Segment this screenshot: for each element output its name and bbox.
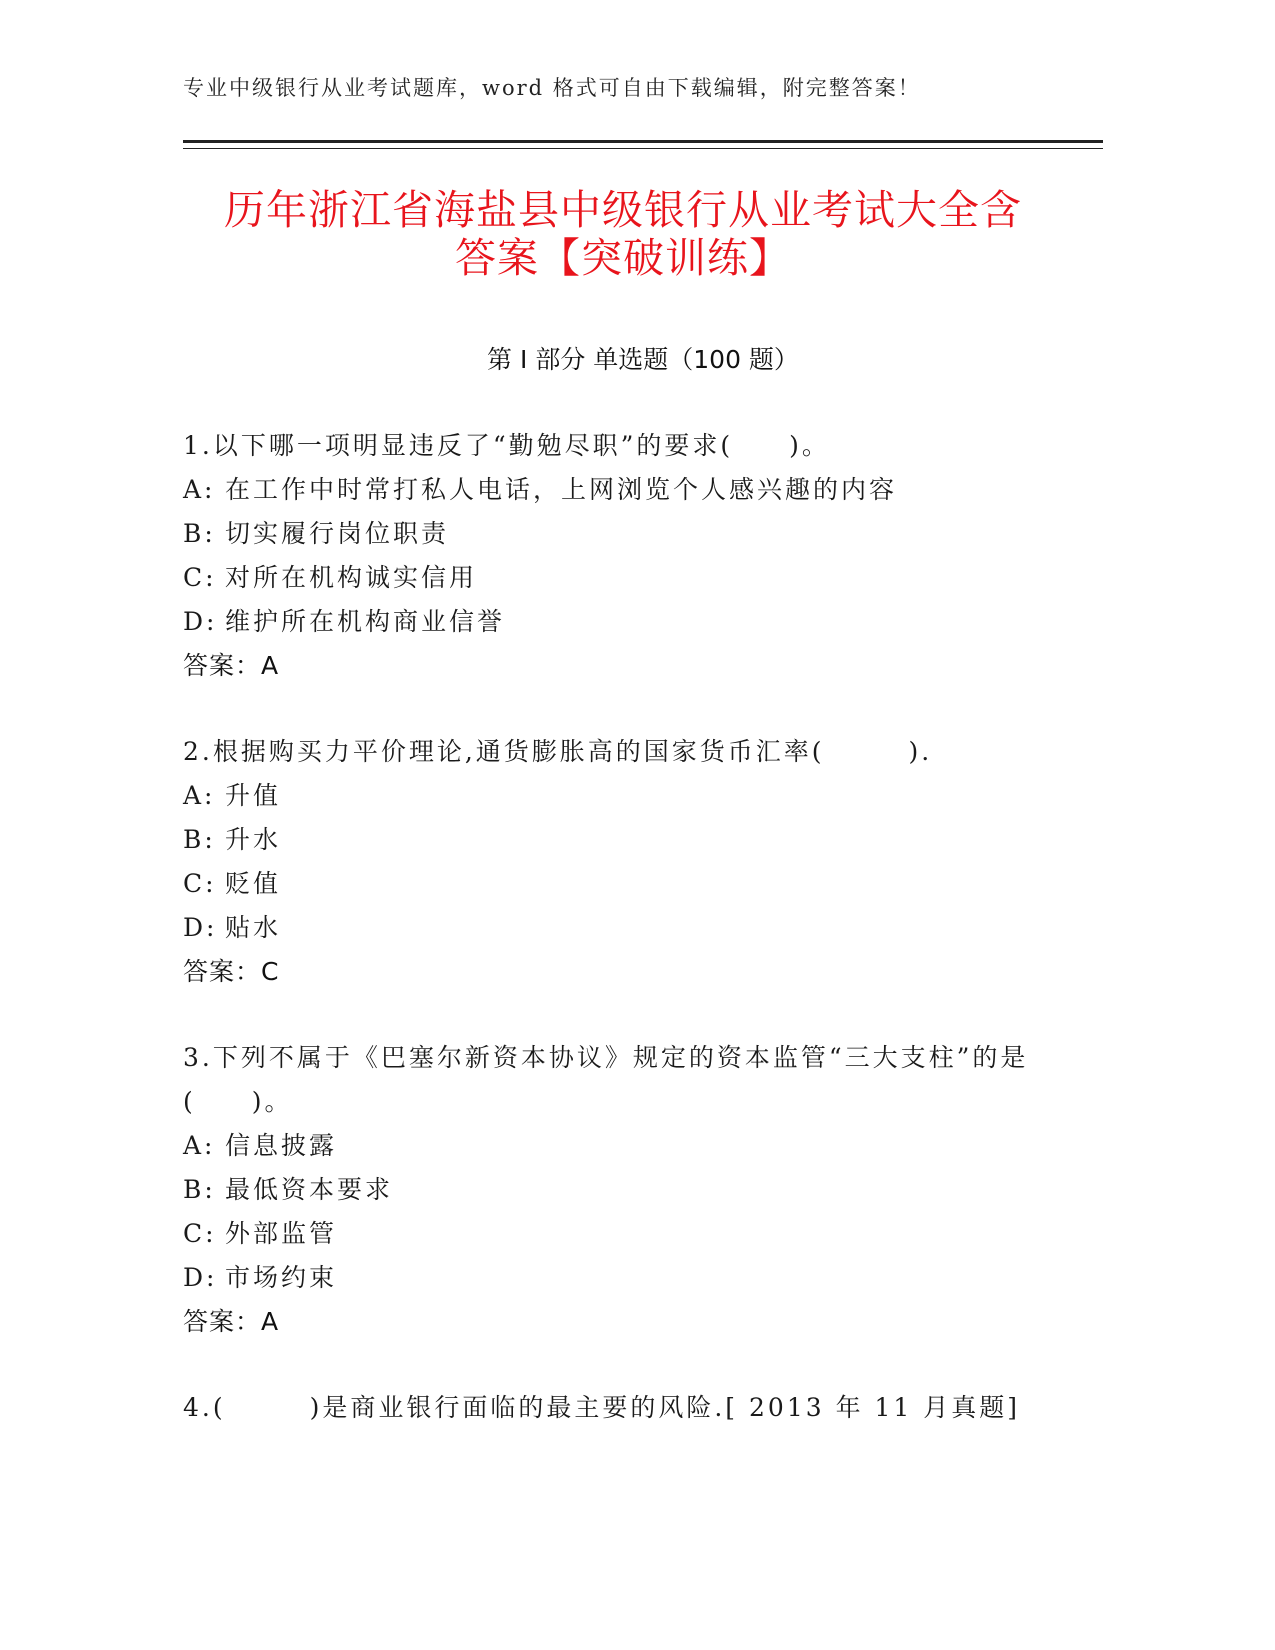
option-letter: C: (183, 1219, 217, 1248)
option-d (183, 906, 1043, 950)
question-3 (183, 1036, 1043, 1344)
option-text: 在工作中时常打私人电话，上网浏览个人感兴趣的内容 (225, 475, 898, 504)
option-letter: D: (183, 1263, 218, 1292)
option-letter: D: (183, 607, 218, 636)
option-a (183, 1124, 1043, 1168)
question-stem: 2.根据购买力平价理论,通货膨胀高的国家货币汇率( ). (183, 737, 933, 766)
section-title: 第 I 部分 单选题（100 题） (487, 345, 799, 374)
answer: 答案：A (183, 1307, 280, 1336)
document-title (183, 186, 1063, 282)
answer: 答案：C (183, 957, 280, 986)
option-a (183, 468, 1043, 512)
option-letter: B: (183, 1175, 216, 1204)
question-stem: 3.下列不属于《巴塞尔新资本协议》规定的资本监管“三大支柱”的是( )。 (183, 1043, 1029, 1116)
option-text: 最低资本要求 (225, 1175, 394, 1204)
option-letter: D: (183, 913, 218, 942)
option-letter: B: (183, 825, 216, 854)
option-text: 升值 (225, 781, 282, 810)
option-text: 对所在机构诚实信用 (225, 563, 478, 592)
question-1 (183, 424, 1043, 688)
option-letter: A: (183, 1131, 216, 1160)
option-text: 切实履行岗位职责 (225, 519, 450, 548)
option-a (183, 774, 1043, 818)
header-rule-thick (183, 140, 1103, 143)
option-text: 信息披露 (225, 1131, 338, 1160)
option-text: 贬值 (225, 869, 282, 898)
document-title-line-2: 答案【突破训练】 (455, 234, 791, 282)
question-4 (183, 1386, 1043, 1430)
option-letter: C: (183, 563, 217, 592)
option-c (183, 862, 1043, 906)
page-header: 专业中级银行从业考试题库，word 格式可自由下载编辑，附完整答案！ (183, 76, 921, 100)
answer: 答案：A (183, 651, 280, 680)
option-text: 维护所在机构商业信誉 (225, 607, 506, 636)
option-c (183, 556, 1043, 600)
option-letter: A: (183, 781, 216, 810)
option-letter: C: (183, 869, 217, 898)
header-rule-thin (183, 148, 1103, 149)
option-d (183, 1256, 1043, 1300)
option-b (183, 1168, 1043, 1212)
option-b (183, 512, 1043, 556)
option-text: 外部监管 (225, 1219, 338, 1248)
question-2 (183, 730, 1043, 994)
option-c (183, 1212, 1043, 1256)
option-text: 市场约束 (225, 1263, 338, 1292)
question-list (183, 424, 1043, 1472)
option-text: 升水 (225, 825, 282, 854)
document-title-line-1: 历年浙江省海盐县中级银行从业考试大全含 (224, 186, 1022, 234)
option-b (183, 818, 1043, 862)
question-stem: 4.( )是商业银行面临的最主要的风险.[ 2013 年 11 月真题] (183, 1393, 1021, 1422)
option-d (183, 600, 1043, 644)
option-letter: A: (183, 475, 216, 504)
option-letter: B: (183, 519, 216, 548)
question-stem: 1.以下哪一项明显违反了“勤勉尽职”的要求( )。 (183, 431, 830, 460)
option-text: 贴水 (225, 913, 282, 942)
